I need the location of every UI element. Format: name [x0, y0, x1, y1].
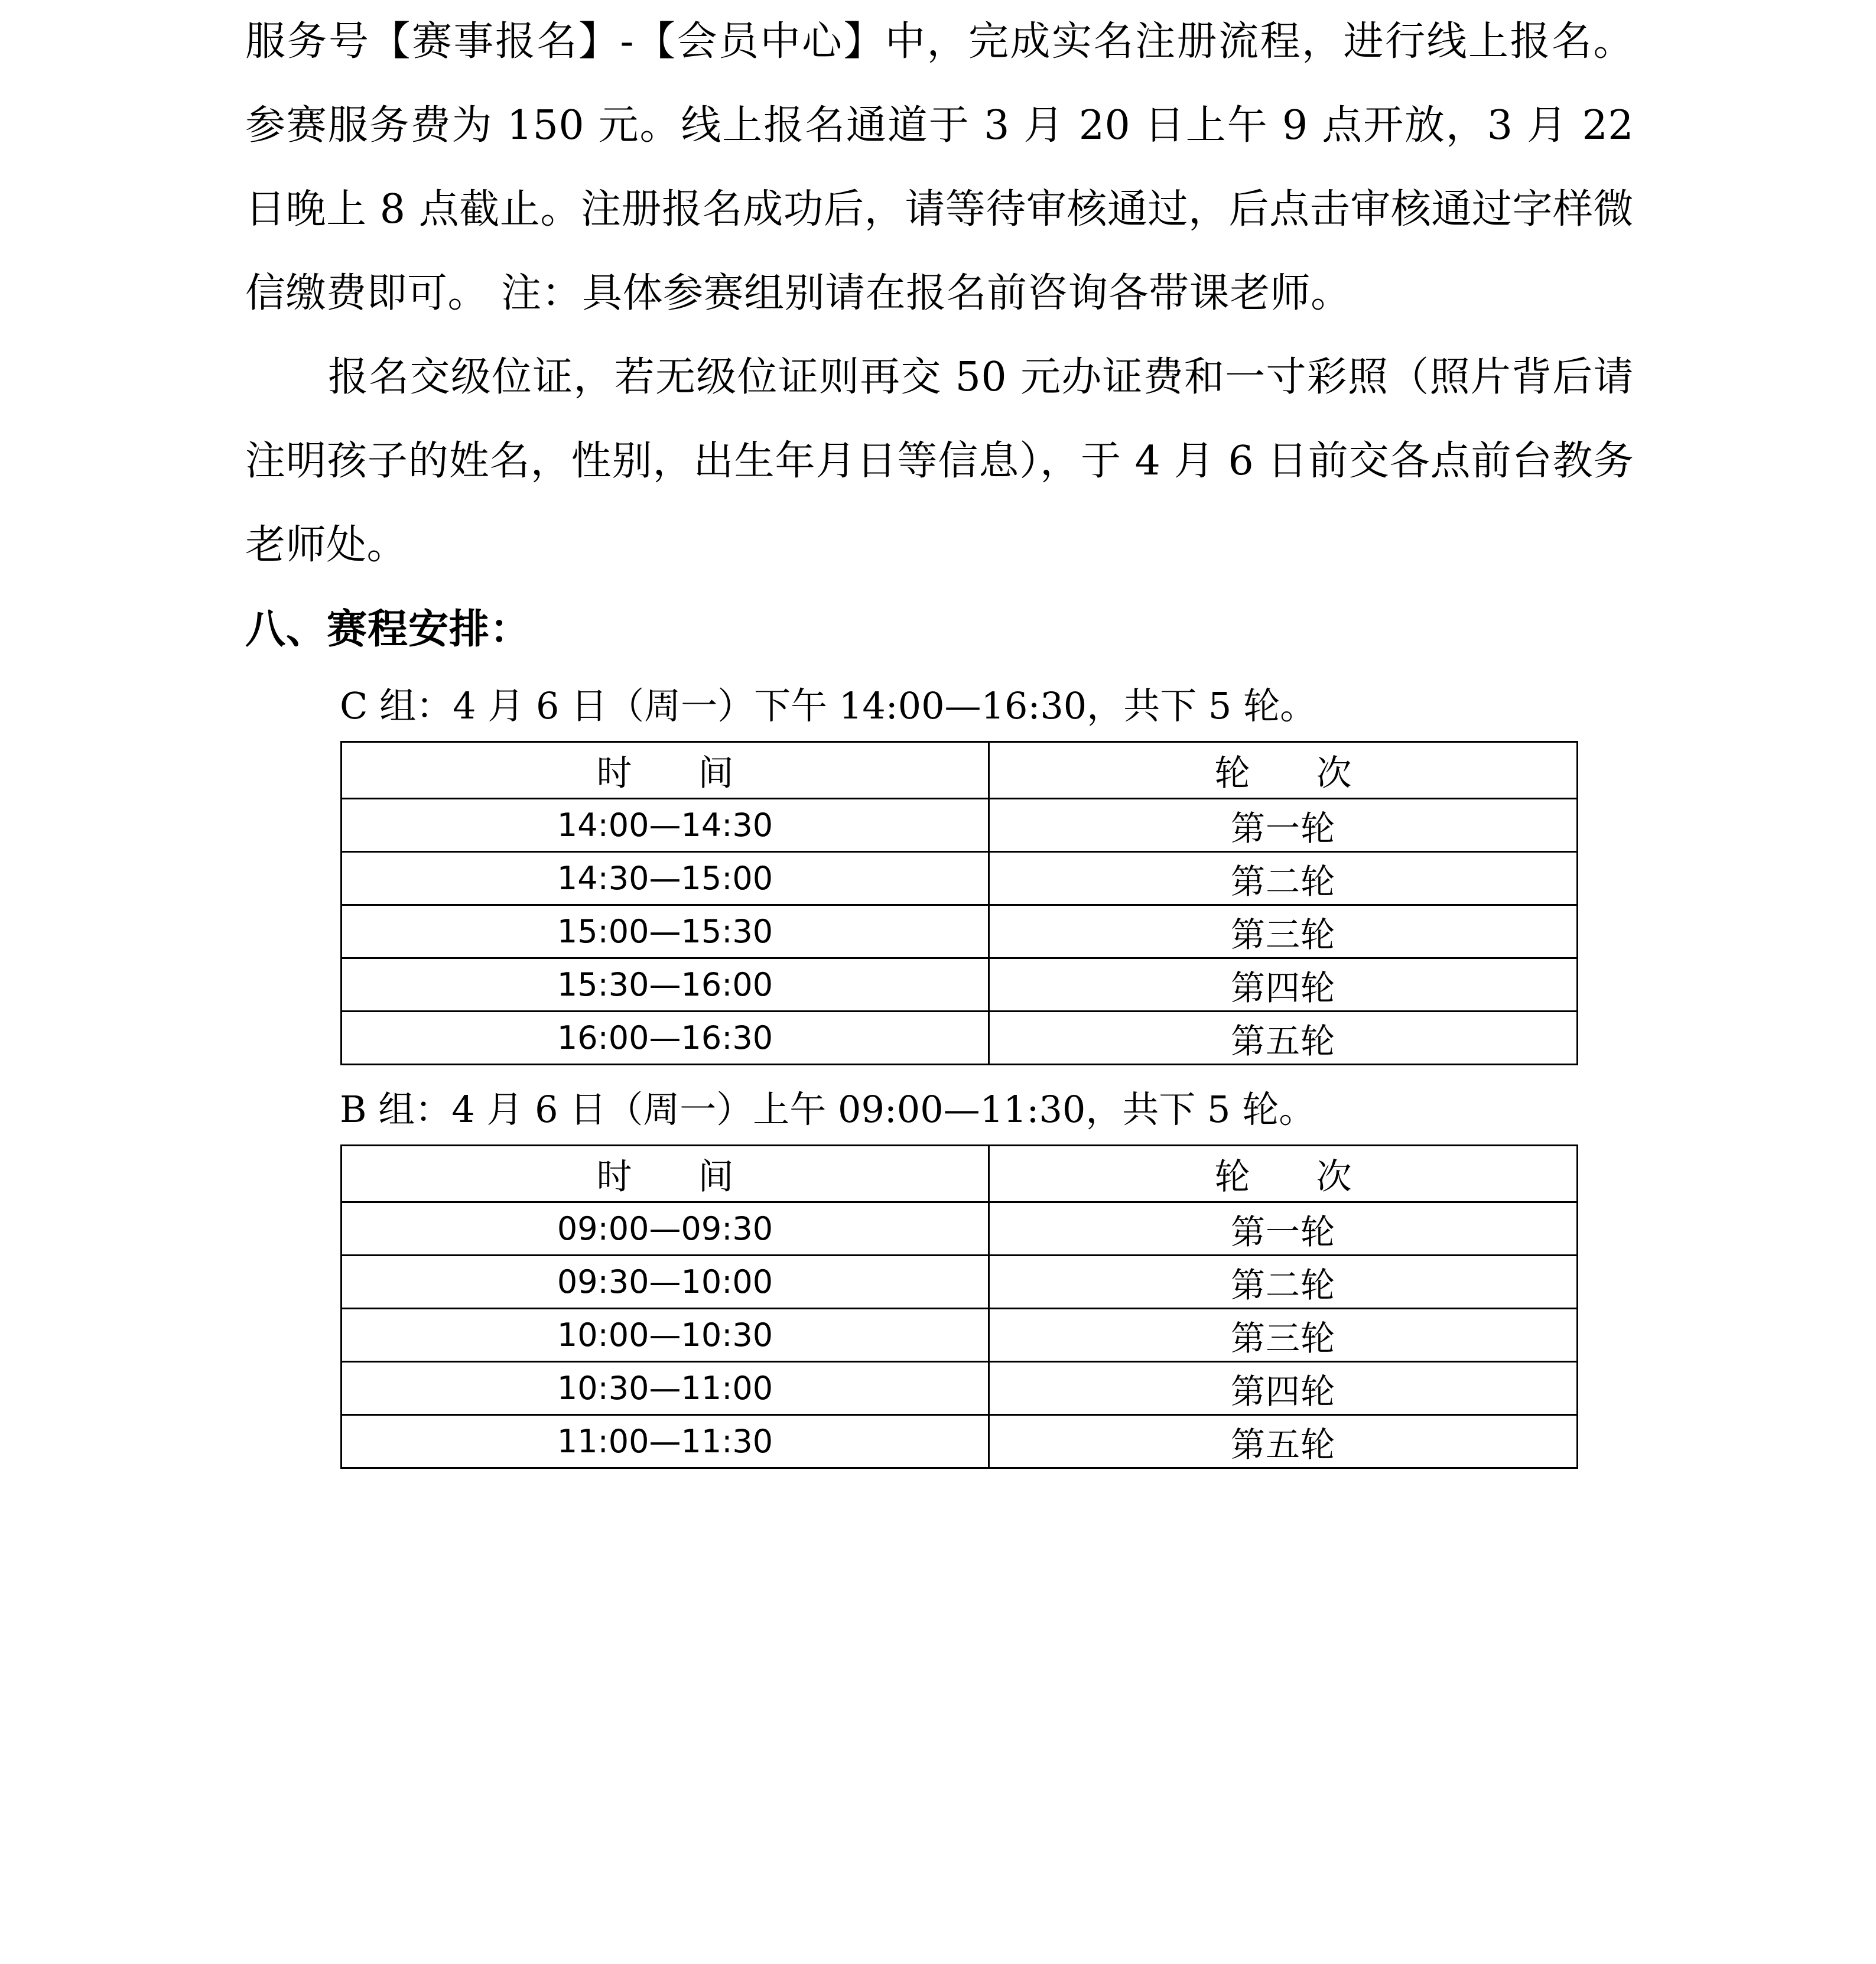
cell-time: 10:30—11:00: [342, 1362, 989, 1415]
cell-round: 第五轮: [989, 1012, 1578, 1065]
table-row: [342, 905, 1578, 958]
column-header-round: 轮 次: [989, 742, 1578, 799]
section-heading-schedule: 八、赛程安排：: [245, 606, 531, 653]
cell-round: 第一轮: [989, 799, 1578, 852]
column-header-round: 轮 次: [989, 1146, 1578, 1202]
table-row: [342, 1012, 1578, 1065]
group-caption-c: C 组：4 月 6 日（周一）下午 14:00—16:30，共下 5 轮。: [340, 684, 1317, 727]
schedule-table-group-b: [340, 1144, 1578, 1469]
cell-time: 09:00—09:30: [342, 1202, 989, 1256]
cell-round: 第三轮: [989, 905, 1578, 958]
cell-round: 第二轮: [989, 1256, 1578, 1309]
table-row: [342, 1202, 1578, 1256]
cell-time: 11:00—11:30: [342, 1415, 989, 1468]
cell-time: 15:00—15:30: [342, 905, 989, 958]
table-row: [342, 852, 1578, 905]
table-row: [342, 799, 1578, 852]
table-header-row: [342, 742, 1578, 799]
table-row: [342, 1415, 1578, 1468]
table-header-row: [342, 1146, 1578, 1202]
cell-round: 第五轮: [989, 1415, 1578, 1468]
paragraph-certificate: 报名交级位证，若无级位证则再交 50 元办证费和一寸彩照（照片背后请注明孩子的姓名，性别，出生年月日等信息），于 4 月 6 日前交各点前台教务老师处。: [245, 354, 1634, 568]
cell-time: 09:30—10:00: [342, 1256, 989, 1309]
cell-round: 第二轮: [989, 852, 1578, 905]
cell-time: 10:00—10:30: [342, 1309, 989, 1362]
cell-time: 16:00—16:30: [342, 1012, 989, 1065]
table-row: [342, 1362, 1578, 1415]
cell-time: 15:30—16:00: [342, 958, 989, 1012]
schedule-table-group-c: [340, 741, 1578, 1065]
table-row: [342, 1256, 1578, 1309]
cell-time: 14:30—15:00: [342, 852, 989, 905]
cell-time: 14:00—14:30: [342, 799, 989, 852]
cell-round: 第四轮: [989, 958, 1578, 1012]
paragraph-registration: 服务号【赛事报名】-【会员中心】中，完成实名注册流程，进行线上报名。参赛服务费为 150 元。线上报名通道于 3 月 20 日上午 9 点开放，3 月 22 日晚上 8 点截止。注册报名成功后，请等待审核通过，后点击审核通过字样微信缴费即可。 注：具体参赛组别请在报名前咨询各带课老师。: [245, 18, 1634, 317]
column-header-time: 时 间: [342, 742, 989, 799]
cell-round: 第一轮: [989, 1202, 1578, 1256]
column-header-time: 时 间: [342, 1146, 989, 1202]
cell-round: 第四轮: [989, 1362, 1578, 1415]
spacer: [245, 1065, 1634, 1075]
group-caption-b: B 组：4 月 6 日（周一）上午 09:00—11:30，共下 5 轮。: [340, 1088, 1316, 1131]
table-row: [342, 958, 1578, 1012]
table-row: [342, 1309, 1578, 1362]
cell-round: 第三轮: [989, 1309, 1578, 1362]
